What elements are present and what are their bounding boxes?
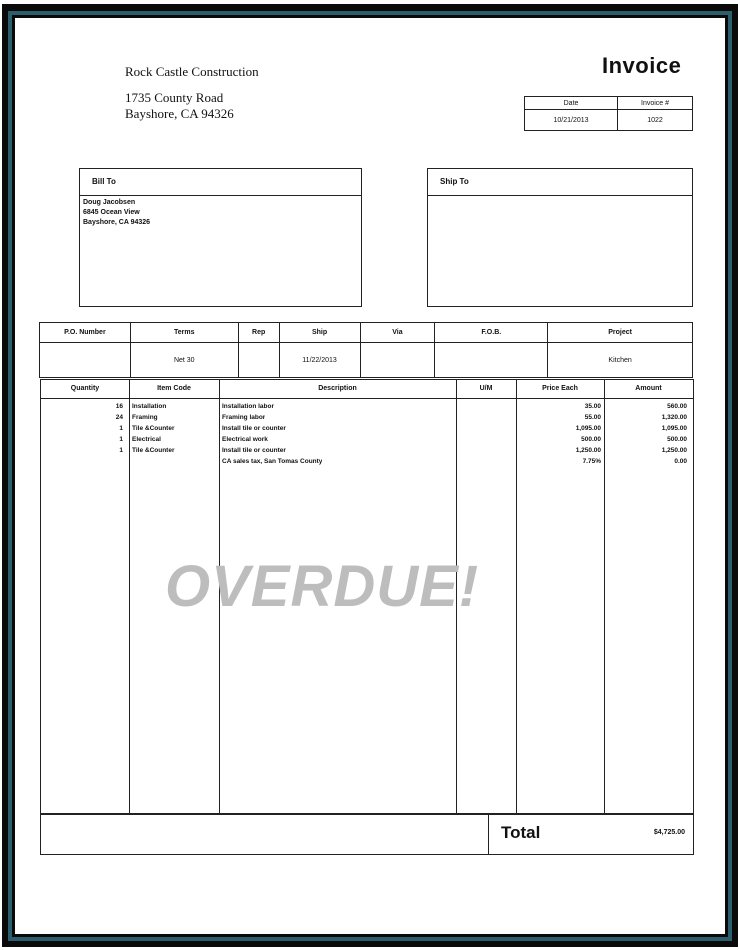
- po-number-value: [40, 343, 131, 378]
- ship-date-value: 11/22/2013: [279, 343, 360, 378]
- project-value: Kitchen: [548, 343, 693, 378]
- ship-to-label: Ship To: [428, 169, 692, 196]
- invoice-title: Invoice: [602, 53, 682, 78]
- total-divider: [488, 814, 489, 854]
- row-description: Electrical work: [222, 436, 268, 443]
- row-amount: 1,250.00: [661, 447, 687, 454]
- rep-value: [238, 343, 279, 378]
- table-row: [41, 434, 693, 445]
- row-quantity: 16: [115, 403, 123, 410]
- via-value: [360, 343, 435, 378]
- ship-to-address: [428, 196, 692, 200]
- date-label: Date: [525, 97, 618, 110]
- bill-to-address: [80, 196, 361, 230]
- total-amount: $4,725.00: [653, 829, 685, 836]
- fob-header: F.O.B.: [435, 323, 548, 343]
- invoice-number-label: Invoice #: [618, 97, 693, 110]
- row-description: Framing labor: [222, 414, 266, 421]
- row-amount: 1,095.00: [661, 425, 687, 432]
- company-name: Rock Castle Construction: [125, 64, 259, 79]
- table-row: [41, 412, 693, 423]
- invoice-meta-table: [524, 96, 693, 131]
- row-price: 500.00: [581, 436, 601, 443]
- amount-header: Amount: [635, 385, 662, 392]
- items-header-row: [41, 380, 693, 399]
- row-price: 35.00: [584, 403, 601, 410]
- date-value: 10/21/2013: [525, 110, 618, 131]
- bill-to-label: Bill To: [80, 169, 361, 196]
- bill-to-line: Doug Jacobsen: [83, 199, 136, 206]
- invoice-page: [15, 18, 725, 934]
- table-row: [41, 423, 693, 434]
- bill-to-box: [79, 168, 362, 307]
- row-price: 7.75%: [582, 458, 601, 465]
- row-quantity: 1: [119, 425, 123, 432]
- row-quantity: 24: [115, 414, 123, 421]
- row-item-code: Framing: [132, 414, 158, 421]
- total-row: [40, 813, 694, 855]
- row-quantity: 1: [119, 436, 123, 443]
- row-item-code: Tile &Counter: [132, 447, 175, 454]
- row-item-code: Installation: [132, 403, 167, 410]
- order-info-table: [39, 322, 693, 378]
- company-address-line1: 1735 County Road: [125, 90, 224, 105]
- via-header: Via: [360, 323, 435, 343]
- row-item-code: Electrical: [132, 436, 161, 443]
- row-amount: 500.00: [667, 436, 687, 443]
- row-price: 1,250.00: [575, 447, 601, 454]
- company-address-line2: Bayshore, CA 94326: [125, 106, 234, 121]
- ship-header: Ship: [279, 323, 360, 343]
- fob-value: [435, 343, 548, 378]
- um-header: U/M: [479, 385, 493, 392]
- overdue-watermark: OVERDUE!: [165, 554, 480, 619]
- row-description: Installation labor: [222, 403, 275, 410]
- row-price: 55.00: [584, 414, 601, 421]
- description-header: Description: [318, 385, 357, 392]
- bill-to-line: Bayshore, CA 94326: [83, 219, 151, 226]
- table-row: [41, 456, 693, 467]
- item-code-header: Item Code: [157, 385, 191, 392]
- terms-header: Terms: [130, 323, 238, 343]
- company-block: [125, 64, 259, 122]
- row-amount: 1,320.00: [661, 414, 687, 421]
- terms-value: Net 30: [130, 343, 238, 378]
- ship-to-box: [427, 168, 693, 307]
- row-description: Install tile or counter: [222, 425, 286, 432]
- total-label: Total: [501, 823, 541, 842]
- row-price: 1,095.00: [575, 425, 601, 432]
- invoice-number-value: 1022: [618, 110, 693, 131]
- rep-header: Rep: [238, 323, 279, 343]
- bill-to-line: 6845 Ocean View: [83, 209, 140, 216]
- po-number-header: P.O. Number: [40, 323, 131, 343]
- row-amount: 0.00: [674, 458, 687, 465]
- row-description: Install tile or counter: [222, 447, 286, 454]
- quantity-header: Quantity: [70, 385, 100, 392]
- row-item-code: Tile &Counter: [132, 425, 175, 432]
- price-each-header: Price Each: [542, 385, 578, 392]
- table-row: [41, 401, 693, 412]
- project-header: Project: [548, 323, 693, 343]
- row-quantity: 1: [119, 447, 123, 454]
- row-description: CA sales tax, San Tomas County: [222, 458, 323, 465]
- table-row: [41, 445, 693, 456]
- row-amount: 560.00: [667, 403, 687, 410]
